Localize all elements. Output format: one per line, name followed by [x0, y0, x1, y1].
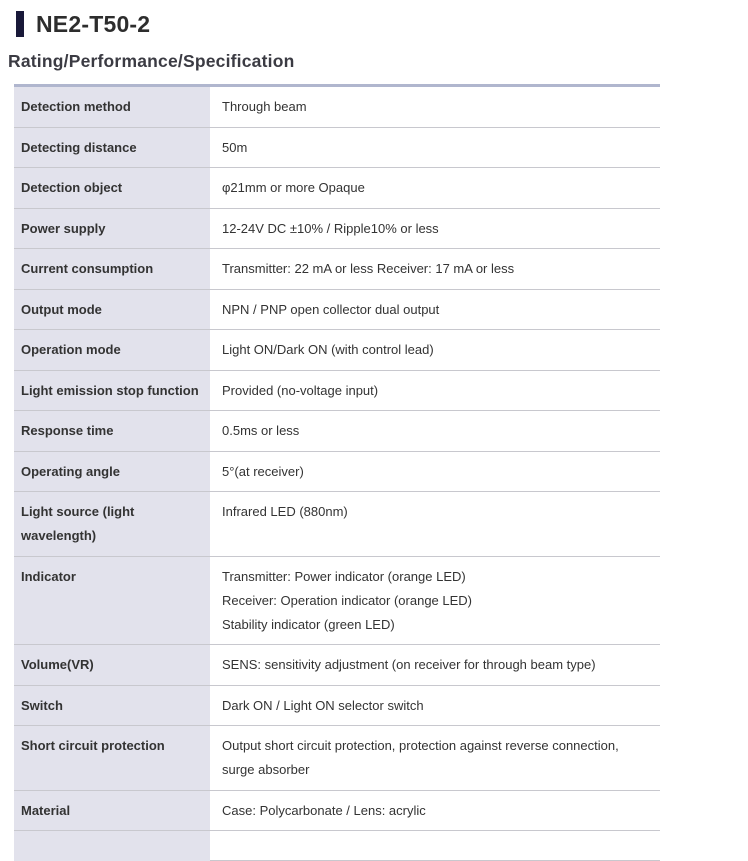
table-row [14, 330, 660, 371]
table-row [14, 290, 660, 331]
row-value [210, 209, 660, 249]
row-value [210, 686, 660, 726]
row-value [210, 168, 660, 208]
row-value [210, 411, 660, 451]
row-label: Switch [14, 686, 210, 726]
value-line: 50m [222, 139, 248, 155]
row-value [210, 452, 660, 492]
table-row [14, 557, 660, 646]
value-line: Light ON/Dark ON (with control lead) [222, 342, 434, 357]
row-value [210, 726, 660, 790]
value-line: Transmitter: 22 mA or less Receiver: 17 mA or less [222, 261, 515, 276]
value-line: 12-24V DC ±10% / Ripple10% or less [222, 220, 439, 236]
row-label: Current consumption [14, 249, 210, 289]
row-label: Light emission stop function [14, 371, 210, 411]
table-row [14, 168, 660, 209]
row-label: Operation mode [14, 330, 210, 370]
row-label: Power supply [14, 209, 210, 249]
table-row [14, 686, 660, 727]
table-row [14, 645, 660, 686]
section-heading: Rating/Performance/Specification [8, 51, 295, 71]
title-accent-bar [16, 11, 24, 37]
table-row [14, 209, 660, 250]
table-row [14, 791, 660, 832]
value-line: φ21mm or more Opaque [222, 180, 365, 195]
row-value [210, 371, 660, 411]
row-value [210, 87, 660, 127]
table-row-truncated [14, 831, 660, 861]
row-value [210, 791, 660, 831]
value-line: Output short circuit protection, protection against reverse connection, surge absorber [222, 738, 619, 777]
row-value [210, 557, 660, 645]
value-line: Case: Polycarbonate / Lens: acrylic [222, 802, 426, 818]
value-line: Through beam [222, 99, 307, 114]
value-line: Stability indicator (green LED) [222, 616, 395, 632]
row-label: Material [14, 791, 210, 831]
page-title: NE2-T50-2 [36, 11, 151, 37]
row-label: Indicator [14, 557, 210, 645]
row-label: Light source (light wavelength) [14, 492, 210, 556]
row-label: Detection method [14, 87, 210, 127]
row-value [210, 645, 660, 685]
table-row [14, 371, 660, 412]
value-line: NPN / PNP open collector dual output [222, 301, 440, 317]
row-label: Detection object [14, 168, 210, 208]
row-value [210, 492, 660, 556]
row-value [210, 128, 660, 168]
row-label: Response time [14, 411, 210, 451]
row-value [210, 330, 660, 370]
value-line: Infrared LED (880nm) [222, 504, 348, 519]
table-row [14, 452, 660, 493]
table-row [14, 492, 660, 557]
table-row [14, 249, 660, 290]
row-label: Detecting distance [14, 128, 210, 168]
row-label [14, 831, 210, 861]
table-row [14, 128, 660, 169]
row-label: Volume(VR) [14, 645, 210, 685]
row-label: Operating angle [14, 452, 210, 492]
table-row [14, 411, 660, 452]
table-row [14, 726, 660, 791]
value-line: Provided (no-voltage input) [222, 382, 379, 398]
value-line: Receiver: Operation indicator (orange LED) [222, 592, 473, 608]
table-row [14, 87, 660, 128]
row-label: Output mode [14, 290, 210, 330]
spec-table [14, 84, 660, 861]
value-line: Transmitter: Power indicator (orange LED) [222, 568, 466, 584]
value-line: Dark ON / Light ON selector switch [222, 697, 424, 713]
page-header [0, 0, 748, 37]
value-line: 5°(at receiver) [222, 463, 304, 479]
row-value [210, 249, 660, 289]
value-line: 0.5ms or less [222, 423, 300, 438]
value-line: SENS: sensitivity adjustment (on receiver for through beam type) [222, 657, 596, 672]
row-label: Short circuit protection [14, 726, 210, 790]
row-value [210, 290, 660, 330]
